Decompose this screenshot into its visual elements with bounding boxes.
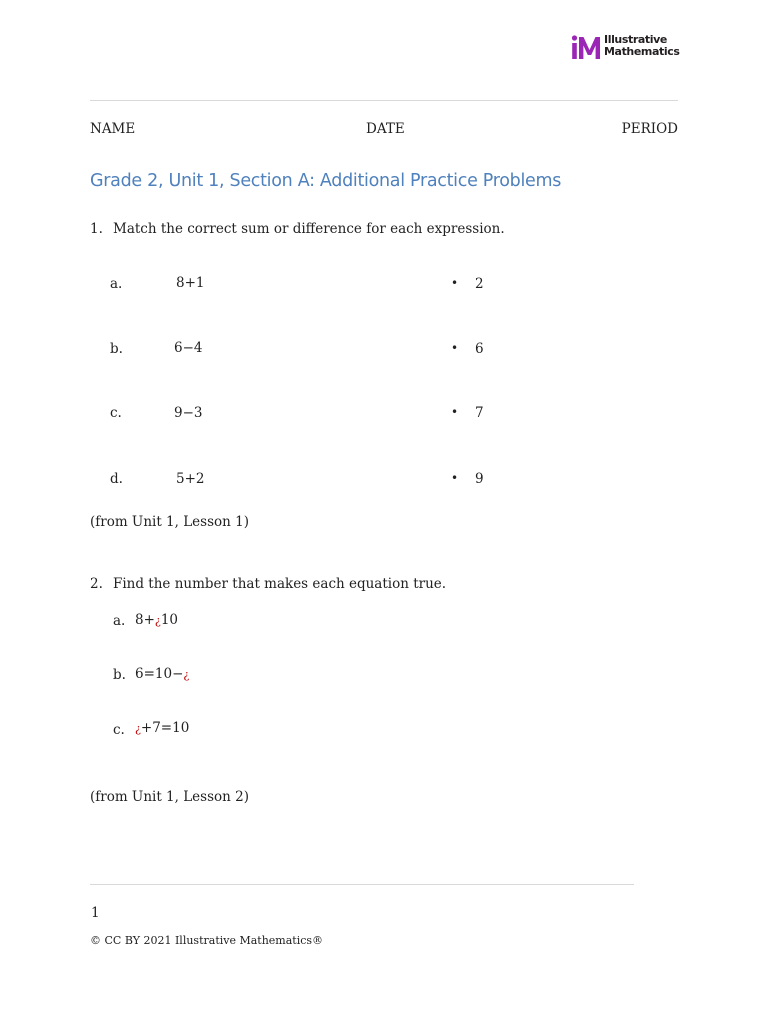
equation-after: +7=10 <box>140 720 190 736</box>
match-left-letter: b. <box>110 341 123 357</box>
match-right-value: 7 <box>475 405 484 421</box>
match-left-letter: d. <box>110 471 123 487</box>
header-divider <box>90 100 678 101</box>
match-left-letter: c. <box>110 405 122 421</box>
equation-letter: a. <box>113 613 126 629</box>
page-title: Grade 2, Unit 1, Section A: Additional Practice Problems <box>90 171 562 191</box>
match-bullet: • <box>451 471 459 485</box>
equation <box>135 720 189 736</box>
match-right-value: 2 <box>475 276 484 292</box>
logo-text-line2: Mathematics <box>604 45 680 58</box>
missing-number-mark: ¿ <box>183 668 190 681</box>
equation <box>135 666 189 682</box>
problem-2-number: 2. <box>90 576 103 592</box>
problem-1-number: 1. <box>90 221 103 237</box>
copyright-notice: © CC BY 2021 Illustrative Mathematics® <box>90 934 324 947</box>
match-left-expression: 5+2 <box>176 471 205 487</box>
equation-letter: c. <box>113 722 125 738</box>
match-left-letter: a. <box>110 276 123 292</box>
match-right-value: 9 <box>475 471 484 487</box>
problem-1-source: (from Unit 1, Lesson 1) <box>90 514 249 530</box>
im-logo-icon <box>571 34 601 60</box>
match-bullet: • <box>451 341 459 355</box>
equation-before: 6=10− <box>135 666 184 682</box>
match-left-expression: 8+1 <box>176 275 205 291</box>
problem-2-prompt: Find the number that makes each equation true. <box>113 576 447 592</box>
match-bullet: • <box>451 276 459 290</box>
logo-text-line1: Illustrative <box>604 33 667 46</box>
problem-2-source: (from Unit 1, Lesson 2) <box>90 789 249 805</box>
period-label: PERIOD <box>621 121 678 137</box>
match-left-expression: 6−4 <box>174 340 203 356</box>
problem-1-prompt: Match the correct sum or difference for each expression. <box>113 221 505 237</box>
page-number: 1 <box>91 905 100 921</box>
missing-number-mark: ¿ <box>135 722 141 735</box>
date-label: DATE <box>366 121 405 137</box>
equation-before: 8+ <box>135 612 155 628</box>
name-label: NAME <box>90 121 136 137</box>
match-right-value: 6 <box>475 341 484 357</box>
match-left-expression: 9−3 <box>174 405 203 421</box>
footer-divider <box>90 884 634 885</box>
missing-number-mark: ¿ <box>154 614 161 627</box>
equation-after: 10 <box>160 612 178 628</box>
match-bullet: • <box>451 405 459 419</box>
illustrative-mathematics-logo <box>571 34 679 60</box>
equation-letter: b. <box>113 667 126 683</box>
equation <box>135 612 178 628</box>
